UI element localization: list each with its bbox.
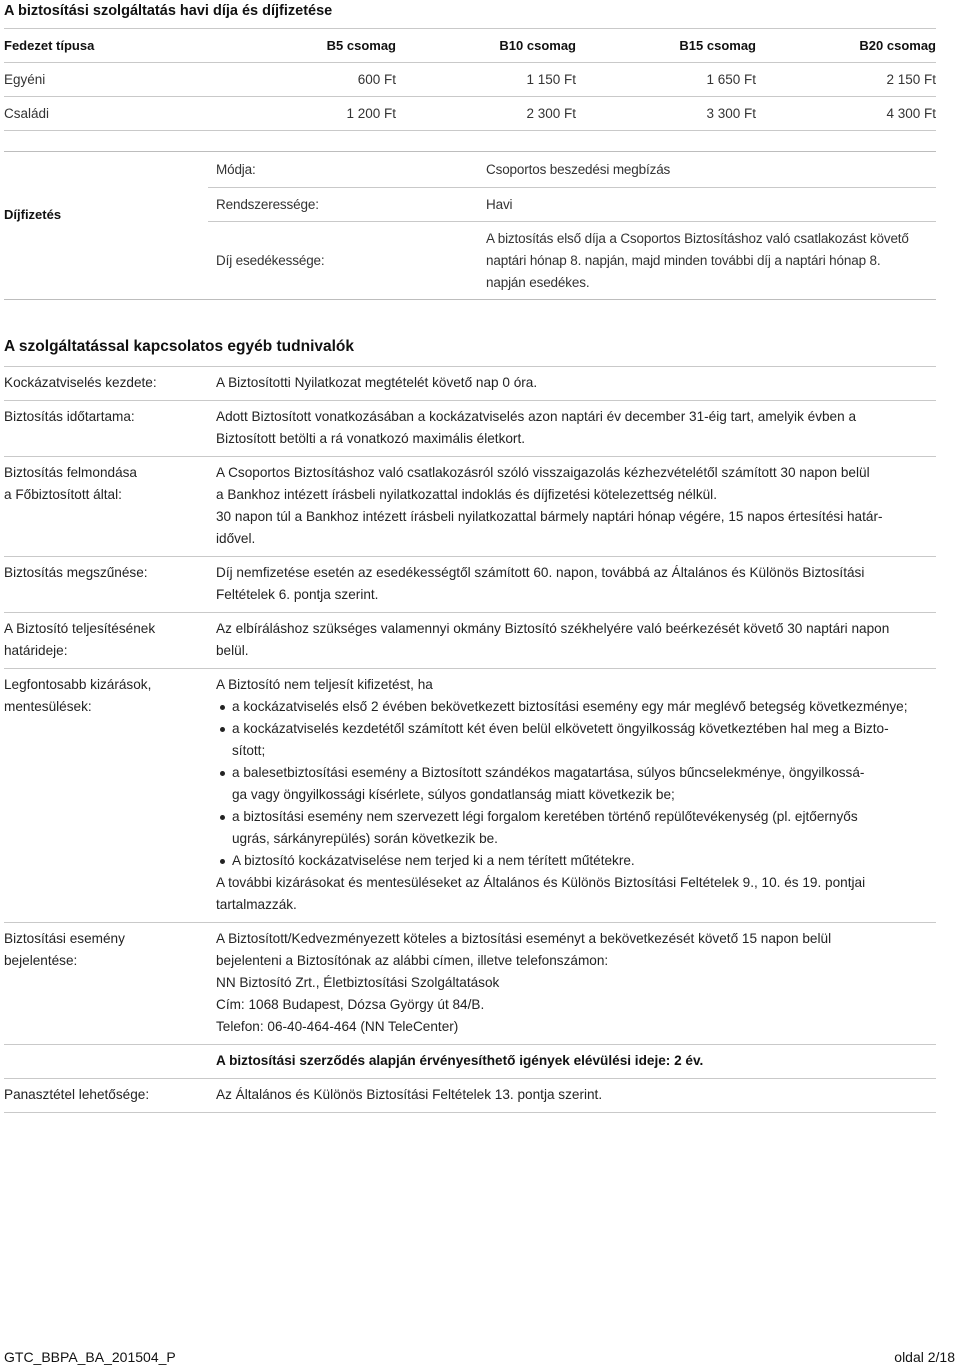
price-cell: 2 300 Ft (526, 106, 576, 121)
info-item-text (216, 1084, 936, 1106)
info-section-title: A szolgáltatással kapcsolatos egyéb tudnivalók (4, 338, 355, 355)
label-line: mentesülések: (4, 699, 92, 714)
info-item-expiry (4, 556, 936, 612)
header-cell-b20: B20 csomag (859, 38, 936, 53)
info-item-label (4, 618, 216, 662)
info-item-text (216, 372, 936, 394)
price-cell: 2 150 Ft (886, 72, 936, 87)
address-line: Cím: 1068 Budapest, Dózsa György út 84/B. (216, 997, 485, 1012)
text-line: A Csoportos Biztosításhoz való csatlakozásról szóló visszaigazolás kézhezvételétől számított 30 napon belül (216, 465, 870, 480)
text-line: ugrás, sárkányrepülés) során következik be. (232, 831, 498, 846)
label-line: Biztosítás megszűnése: (4, 565, 148, 580)
info-item-label (4, 372, 216, 394)
header-cell-b10: B10 csomag (499, 38, 576, 53)
text-line: A Biztosított/Kedvezményezett köteles a biztosítási eseményt a bekövetkezését követő 15 napon belül (216, 931, 832, 946)
payment-row-due-date (208, 221, 936, 299)
payment-key: Rendszeressége: (216, 197, 319, 212)
info-item-label (4, 928, 216, 1038)
info-item-payout-deadline (4, 612, 936, 668)
company-name: NN Biztosító Zrt., Életbiztosítási Szolgáltatások (216, 975, 500, 990)
label-line: a Főbiztosított által: (4, 487, 122, 502)
text-line: a balesetbiztosítási esemény a Biztosított szándékos magatartása, súlyos bűncselekménye, öngyilkossá- (232, 765, 865, 780)
fee-table-row (4, 96, 936, 131)
info-item-label (4, 1050, 216, 1072)
label-line: határideje: (4, 643, 68, 658)
info-item-risk-start (4, 366, 936, 400)
label-line: Panasztétel lehetősége: (4, 1087, 150, 1102)
info-item-label (4, 674, 216, 916)
price-cell: 1 200 Ft (346, 106, 396, 121)
info-item-text (216, 928, 936, 1038)
payment-value-line: Havi (486, 196, 513, 212)
info-item-exclusions (4, 668, 936, 922)
info-item-duration (4, 400, 936, 456)
fee-table-row (4, 62, 936, 96)
price-cell: 1 150 Ft (526, 72, 576, 87)
price-cell: 600 Ft (357, 72, 396, 87)
text-line: Biztosított betölti a rá vonatkozó maximális életkort. (216, 431, 526, 446)
bullet-icon (220, 705, 225, 710)
info-item-claim-notification (4, 922, 936, 1044)
text-line: belül. (216, 643, 249, 658)
info-item-text (216, 1050, 936, 1072)
payment-row-frequency (208, 187, 936, 221)
bullet-icon (220, 771, 225, 776)
label-line: Biztosítás időtartama: (4, 409, 135, 424)
payment-row-method (208, 152, 936, 187)
info-item-termination (4, 456, 936, 556)
text-line: 30 napon túl a Bankhoz intézett írásbeli nyilatkozattal bármely naptári hónap végére, 15 napos értesítési határ- (216, 509, 883, 524)
exclusion-bullet (216, 850, 936, 872)
bullet-icon (220, 815, 225, 820)
exclusions-outro: tartalmazzák. (216, 897, 297, 912)
payment-rows (208, 152, 936, 299)
exclusion-bullet (216, 806, 936, 850)
payment-value-line: naptári hónap 8. napján, majd minden további díj a naptári hónap 8. (486, 253, 881, 268)
row-label: Családi (4, 106, 50, 121)
payment-key: Díj esedékessége: (216, 253, 325, 268)
exclusions-intro: A Biztosító nem teljesít kifizetést, ha (216, 677, 433, 692)
info-item-text (216, 618, 936, 662)
text-line: A Biztosítotti Nyilatkozat megtételét követő nap 0 óra. (216, 375, 538, 390)
text-line: bejelenteni a Biztosítónak az alábbi címen, illetve telefonszámon: (216, 953, 609, 968)
footer-page-number: oldal 2/18 (894, 1349, 955, 1365)
exclusion-bullet (216, 718, 936, 762)
footer-document-code: GTC_BBPA_BA_201504_P (4, 1349, 176, 1365)
text-line: A biztosító kockázatviselése nem terjed ki a nem térített műtétekre. (232, 853, 635, 868)
price-cell: 4 300 Ft (886, 106, 936, 121)
text-line: Az Általános és Különös Biztosítási Feltételek 13. pontja szerint. (216, 1087, 603, 1102)
label-line: Kockázatviselés kezdete: (4, 375, 157, 390)
price-cell: 3 300 Ft (706, 106, 756, 121)
text-line: Az elbíráláshoz szükséges valamennyi okmány Biztosító székhelyére való beérkezését követő 30 naptári napon (216, 621, 890, 636)
exclusion-bullet (216, 762, 936, 806)
info-item-complaints (4, 1078, 936, 1113)
text-line: a biztosítási esemény nem szervezett légi forgalom keretében történő repülőtevékenység (pl. ejtőernyős (232, 809, 858, 824)
text-line: a kockázatviselés kezdetétől számított két éven belül elkövetett öngyilkosság következtében hal meg a Bizto- (232, 721, 889, 736)
info-item-label (4, 462, 216, 550)
exclusion-bullet (216, 696, 936, 718)
row-label: Egyéni (4, 72, 46, 87)
info-item-text (216, 406, 936, 450)
payment-block (4, 151, 936, 300)
fee-table (4, 28, 936, 131)
fee-table-header (4, 28, 936, 62)
text-line: Feltételek 6. pontja szerint. (216, 587, 379, 602)
text-line: Díj nemfizetése esetén az esedékességtől számított 60. napon, továbbá az Általános és Különös Biztosítási (216, 565, 865, 580)
text-line: sított; (232, 743, 266, 758)
label-line: A Biztosító teljesítésének (4, 621, 156, 636)
info-item-label (4, 1084, 216, 1106)
payment-value-line: A biztosítás első díja a Csoportos Biztosításhoz való csatlakozást követő (486, 231, 909, 246)
text-line: ga vagy öngyilkossági kísérlete, súlyos gondatlanság miatt következik be; (232, 787, 675, 802)
header-cell-b15: B15 csomag (679, 38, 756, 53)
info-list (4, 366, 936, 1113)
payment-value (486, 194, 936, 216)
text-line: Adott Biztosított vonatkozásában a kockázatviselés azon naptári év december 31-éig tart, amelyik évben a (216, 409, 857, 424)
info-item-text (216, 462, 936, 550)
payment-label: Díjfizetés (4, 207, 62, 222)
payment-value (486, 159, 936, 181)
bullet-icon (220, 859, 225, 864)
header-cell-coverage-type: Fedezet típusa (4, 38, 95, 53)
label-line: Biztosítás felmondása (4, 465, 137, 480)
payment-value (486, 222, 936, 294)
label-line: bejelentése: (4, 953, 78, 968)
text-line: idővel. (216, 531, 256, 546)
text-line: a kockázatviselés első 2 évében bekövetkezett biztosítási esemény egy már meglévő betegség következménye; (232, 699, 908, 714)
info-item-label (4, 562, 216, 606)
payment-value-line: Csoportos beszedési megbízás (486, 161, 671, 177)
info-item-label (4, 406, 216, 450)
phone-line: Telefon: 06-40-464-464 (NN TeleCenter) (216, 1019, 459, 1034)
header-cell-b5: B5 csomag (326, 38, 396, 53)
label-line: Biztosítási esemény (4, 931, 125, 946)
text-line: a Bankhoz intézett írásbeli nyilatkozattal indoklás és díjfizetési kötelezettség nélkül. (216, 487, 717, 502)
info-item-text (216, 674, 936, 916)
payment-value-line: napján esedékes. (486, 275, 590, 290)
payment-key: Módja: (216, 162, 256, 177)
exclusions-outro: A további kizárásokat és mentesüléseket az Általános és Különös Biztosítási Feltételek 9., 10. és 19. pontjai (216, 875, 866, 890)
fee-section-title: A biztosítási szolgáltatás havi díja és díjfizetése (4, 3, 333, 19)
bullet-icon (220, 727, 225, 732)
limitation-period-note: A biztosítási szerződés alapján érvényesíthető igények elévülési ideje: 2 év. (216, 1053, 704, 1068)
price-cell: 1 650 Ft (706, 72, 756, 87)
info-item-text (216, 562, 936, 606)
label-line: Legfontosabb kizárások, (4, 677, 152, 692)
info-item-limitation-period (4, 1044, 936, 1078)
